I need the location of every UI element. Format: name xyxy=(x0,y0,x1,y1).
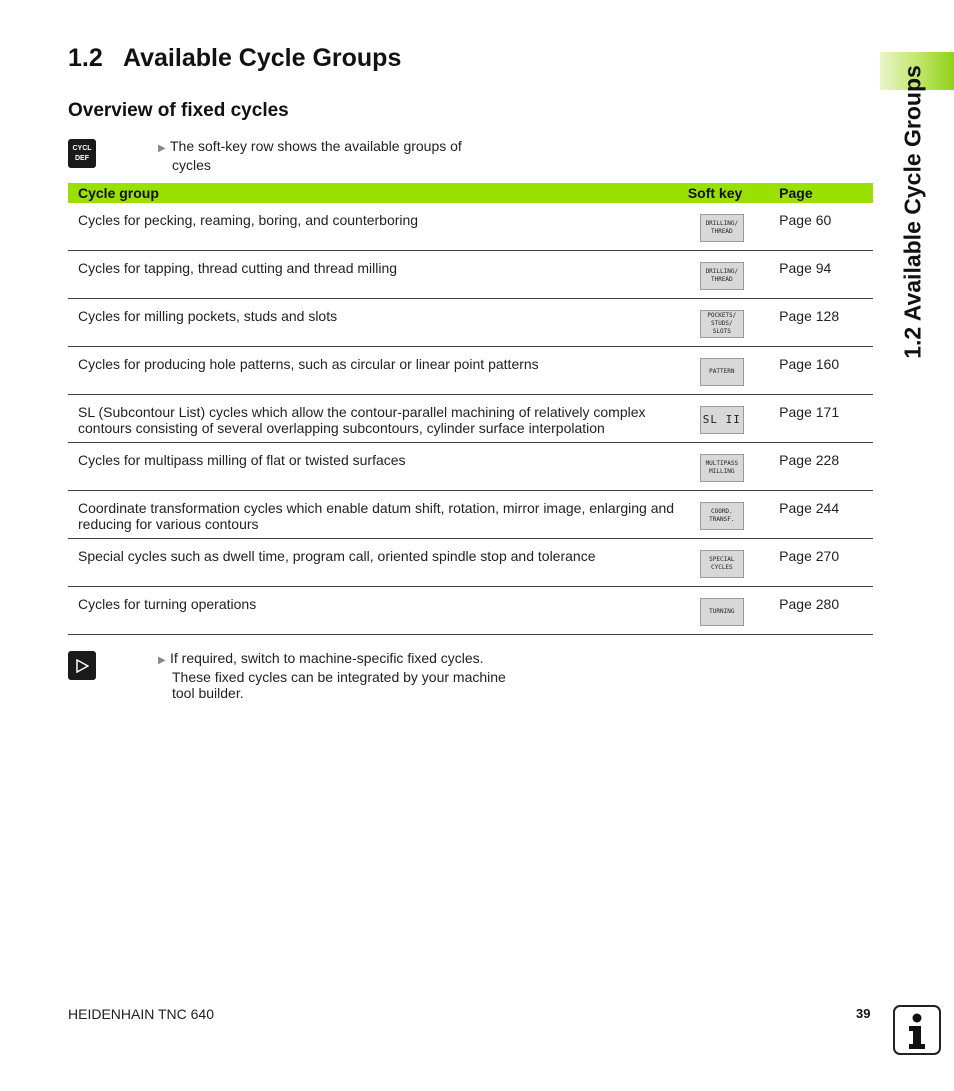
page-ref-cell xyxy=(777,299,873,347)
cycl-key-line1: CYCL xyxy=(72,144,92,152)
page-ref-text: Page 244 xyxy=(779,500,840,516)
page-ref-text: Page 128 xyxy=(779,308,840,324)
soft-key-label: COORD. xyxy=(710,508,733,515)
header-page: Page xyxy=(777,183,873,203)
cycl-key-line2: DEF xyxy=(75,154,89,162)
instruction-text: cycles xyxy=(172,157,211,173)
soft-key-label: SLOTS xyxy=(712,328,731,335)
instruction-text: These fixed cycles can be integrated by your machine xyxy=(172,669,506,685)
instruction-text: If required, switch to machine-specific fixed cycles. xyxy=(170,650,484,666)
page-ref-text: Page 171 xyxy=(779,404,840,420)
header-cycle-group: Cycle group xyxy=(68,183,688,203)
page-ref-text: Page 228 xyxy=(779,452,840,468)
soft-key-label: THREAD xyxy=(710,228,733,235)
soft-key-button[interactable] xyxy=(700,310,744,338)
footer-manual-name: HEIDENHAIN TNC 640 xyxy=(68,1006,215,1022)
soft-key-label: POCKETS/ xyxy=(707,312,737,319)
section-number: 1.2 xyxy=(68,44,103,72)
cycle-group-text: Cycles for multipass milling of flat or twisted surfaces xyxy=(78,452,406,468)
table-row xyxy=(68,251,873,299)
page-title xyxy=(68,44,401,73)
soft-key-label: PATTERN xyxy=(709,368,735,375)
side-title-text: 1.2 Available Cycle Groups xyxy=(899,65,926,359)
soft-key-label: SL II xyxy=(702,413,741,426)
table-row xyxy=(68,203,873,251)
soft-key-cell xyxy=(688,347,777,395)
cycle-group-cell xyxy=(68,395,688,443)
cycle-group-cell xyxy=(68,203,688,251)
table-row xyxy=(68,347,873,395)
section-title: Available Cycle Groups xyxy=(123,44,402,72)
soft-key-button[interactable] xyxy=(700,406,744,434)
soft-key-button[interactable] xyxy=(700,550,744,578)
soft-key-cell xyxy=(688,587,777,635)
cycle-group-text: Cycles for tapping, thread cutting and thread milling xyxy=(78,260,398,276)
table-row xyxy=(68,299,873,347)
soft-key-label: MULTIPASS xyxy=(705,460,739,467)
page-ref-cell xyxy=(777,203,873,251)
cycle-group-text: Cycles for milling pockets, studs and slots xyxy=(78,308,338,324)
cycle-group-text: Cycles for turning operations xyxy=(78,596,257,612)
soft-key-cell xyxy=(688,251,777,299)
soft-key-button[interactable] xyxy=(700,598,744,626)
page-ref-cell xyxy=(777,587,873,635)
page-number: 39 xyxy=(856,1006,871,1021)
soft-key-cell xyxy=(688,491,777,539)
table-header-row xyxy=(68,183,873,203)
bullet-triangle-icon: ▶ xyxy=(158,143,166,154)
soft-key-label: STUDS/ xyxy=(710,320,733,327)
table-row xyxy=(68,539,873,587)
bullet-triangle-icon: ▶ xyxy=(158,655,166,666)
table-row xyxy=(68,587,873,635)
page-ref-text: Page 280 xyxy=(779,596,840,612)
page-ref-cell xyxy=(777,539,873,587)
soft-key-cell xyxy=(688,539,777,587)
soft-key-label: SPECIAL xyxy=(709,556,735,563)
table-row xyxy=(68,443,873,491)
instruction-machine-specific xyxy=(158,650,506,701)
page-ref-cell xyxy=(777,251,873,299)
cycle-group-text: SL (Subcontour List) cycles which allow the contour-parallel machining of relatively complex contours consisting of several overlapping subcontours, cylinder surface interpolation xyxy=(78,404,646,436)
cycl-def-key-icon xyxy=(68,139,96,168)
cycle-group-text: Cycles for pecking, reaming, boring, and counterboring xyxy=(78,212,419,228)
next-softkey-row-key xyxy=(68,651,96,680)
soft-key-button[interactable] xyxy=(700,358,744,386)
soft-key-button[interactable] xyxy=(700,454,744,482)
cycle-group-cell xyxy=(68,539,688,587)
soft-key-cell xyxy=(688,395,777,443)
page-ref-text: Page 270 xyxy=(779,548,840,564)
cycle-groups-table xyxy=(68,183,873,635)
soft-key-cell xyxy=(688,443,777,491)
info-glyph xyxy=(895,1007,939,1053)
cycle-group-cell xyxy=(68,251,688,299)
soft-key-label: TURNING xyxy=(709,608,735,615)
page-ref-text: Page 60 xyxy=(779,212,832,228)
info-icon xyxy=(893,1005,941,1055)
cycle-group-cell xyxy=(68,299,688,347)
table-row xyxy=(68,491,873,539)
page-ref-cell xyxy=(777,347,873,395)
cycle-group-cell xyxy=(68,347,688,395)
soft-key-label: TRANSF. xyxy=(709,516,735,523)
cycle-group-text: Cycles for producing hole patterns, such as circular or linear point patterns xyxy=(78,356,539,372)
cycle-group-cell xyxy=(68,587,688,635)
cycle-group-text: Special cycles such as dwell time, program call, oriented spindle stop and tolerance xyxy=(78,548,596,564)
soft-key-label: THREAD xyxy=(710,276,733,283)
soft-key-cell xyxy=(688,203,777,251)
instruction-text: tool builder. xyxy=(172,685,244,701)
soft-key-button[interactable] xyxy=(700,262,744,290)
page-ref-cell xyxy=(777,443,873,491)
page-ref-cell xyxy=(777,491,873,539)
header-soft-key: Soft key xyxy=(688,183,777,203)
triangle-right-icon xyxy=(75,659,89,673)
soft-key-label: DRILLING/ xyxy=(705,268,739,275)
cycle-group-text: Coordinate transformation cycles which enable datum shift, rotation, mirror image, enlarging and reducing for various contours xyxy=(78,500,675,532)
table-row xyxy=(68,395,873,443)
subtitle: Overview of fixed cycles xyxy=(68,100,289,121)
cycle-group-cell xyxy=(68,491,688,539)
soft-key-button[interactable] xyxy=(700,502,744,530)
cycle-group-cell xyxy=(68,443,688,491)
soft-key-button[interactable] xyxy=(700,214,744,242)
page-ref-text: Page 94 xyxy=(779,260,832,276)
page-ref-cell xyxy=(777,395,873,443)
instruction-text: The soft-key row shows the available groups of xyxy=(170,138,462,154)
soft-key-cell xyxy=(688,299,777,347)
page-ref-text: Page 160 xyxy=(779,356,840,372)
soft-key-label: DRILLING/ xyxy=(705,220,739,227)
instruction-soft-key-row xyxy=(158,138,462,173)
soft-key-label: MILLING xyxy=(709,468,735,475)
soft-key-label: CYCLES xyxy=(710,564,733,571)
